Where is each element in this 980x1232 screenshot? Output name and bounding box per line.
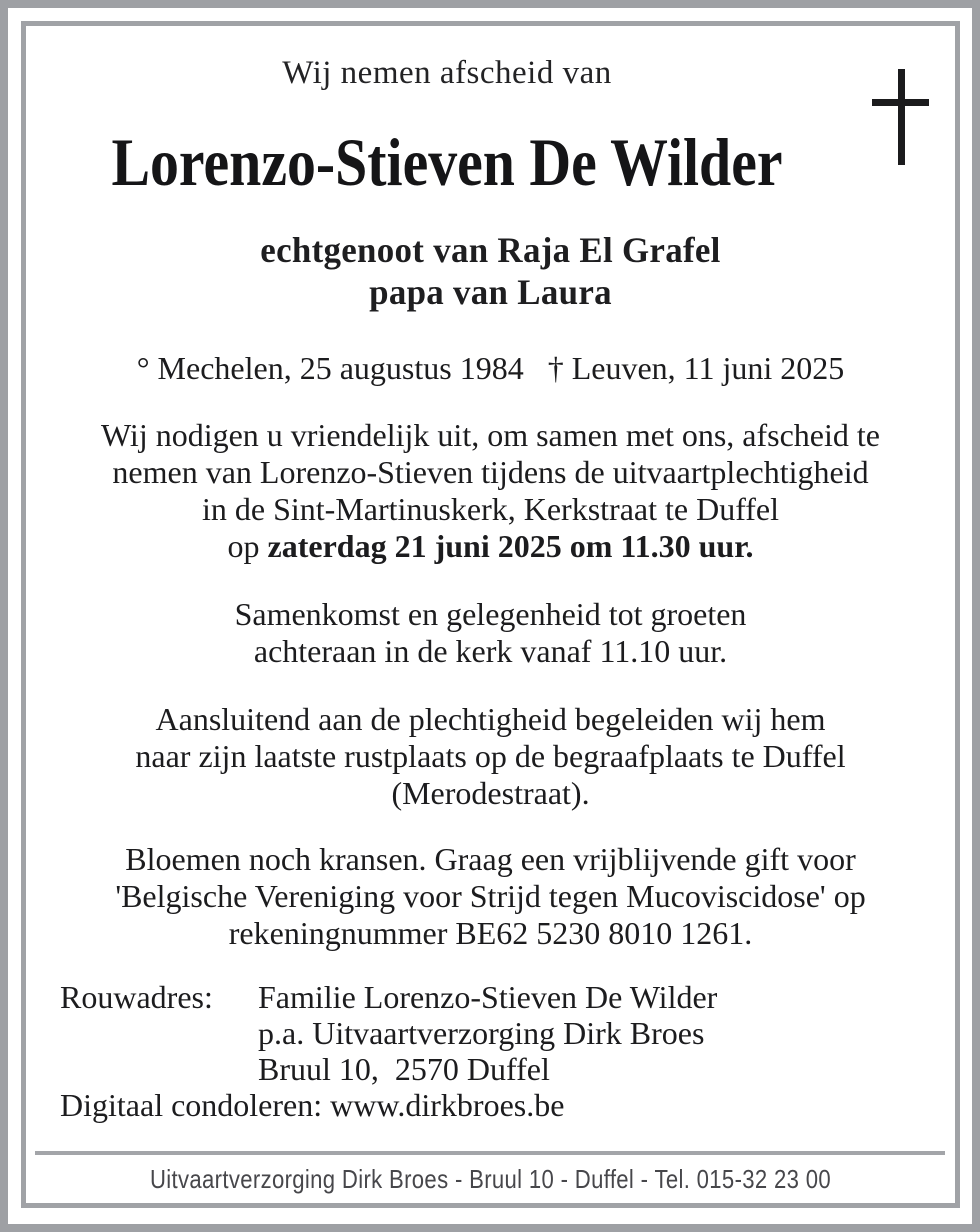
invitation-line: Wij nodigen u vriendelijk uit, om samen met ons, afscheid te — [101, 417, 880, 453]
digital-condolence-line: Digitaal condoleren: www.dirkbroes.be — [60, 1087, 565, 1123]
mourning-address-row — [60, 1051, 955, 1087]
cross-icon — [872, 68, 930, 166]
mourning-address-label: Rouwadres: — [60, 979, 213, 1015]
mourning-address-line: p.a. Uitvaartverzorging Dirk Broes — [258, 1015, 705, 1051]
ceremony-datetime-prefix: op — [227, 528, 268, 564]
relation-line-spouse: echtgenoot van Raja El Grafel — [260, 230, 721, 270]
donation-paragraph — [26, 841, 955, 952]
mourning-address-line: Bruul 10, 2570 Duffel — [258, 1051, 550, 1087]
mourning-address-line: Familie Lorenzo-Stieven De Wilder — [258, 979, 718, 1015]
obituary-content — [26, 53, 955, 1230]
donation-line: 'Belgische Vereniging voor Strijd tegen Mucoviscidose' op — [115, 878, 866, 914]
funeral-home-footer: Uitvaartverzorging Dirk Broes - Bruul 10 - Duffel - Tel. 015-32 23 00 — [149, 1164, 832, 1194]
mourning-address-block — [26, 979, 955, 1123]
inner-border-frame — [21, 21, 960, 1208]
relation-line-child: papa van Laura — [369, 272, 612, 312]
burial-line: Aansluitend aan de plechtigheid begeleiden wij hem — [155, 701, 826, 737]
intro-line: Wij nemen afscheid van — [282, 55, 612, 91]
deceased-name: Lorenzo-Stieven De Wilder — [111, 124, 783, 200]
burial-line: (Merodestraat). — [391, 775, 590, 811]
relations-block — [40, 229, 941, 313]
burial-line: naar zijn laatste rustplaats op de begraafplaats te Duffel — [135, 738, 846, 774]
footer-divider — [35, 1151, 945, 1155]
ceremony-datetime-line — [26, 528, 955, 565]
donation-line: rekeningnummer BE62 5230 8010 1261. — [228, 915, 753, 951]
header-block — [26, 53, 868, 201]
mourning-address-row — [60, 979, 955, 1015]
gathering-line: Samenkomst en gelegenheid tot groeten — [234, 596, 747, 632]
invitation-paragraph — [26, 417, 955, 565]
burial-paragraph — [26, 701, 955, 812]
birth-death-line: ° Mechelen, 25 augustus 1984 † Leuven, 11 juni 2025 — [136, 350, 845, 386]
gathering-line: achteraan in de kerk vanaf 11.10 uur. — [253, 633, 728, 669]
ceremony-datetime: zaterdag 21 juni 2025 om 11.30 uur. — [267, 528, 754, 564]
donation-line: Bloemen noch kransen. Graag een vrijblijvende gift voor — [125, 841, 856, 877]
mourning-address-row — [60, 1015, 955, 1051]
gathering-paragraph — [26, 596, 955, 670]
invitation-line: nemen van Lorenzo-Stieven tijdens de uitvaartplechtigheid — [112, 454, 869, 490]
invitation-line: in de Sint-Martinuskerk, Kerkstraat te Duffel — [201, 491, 780, 527]
